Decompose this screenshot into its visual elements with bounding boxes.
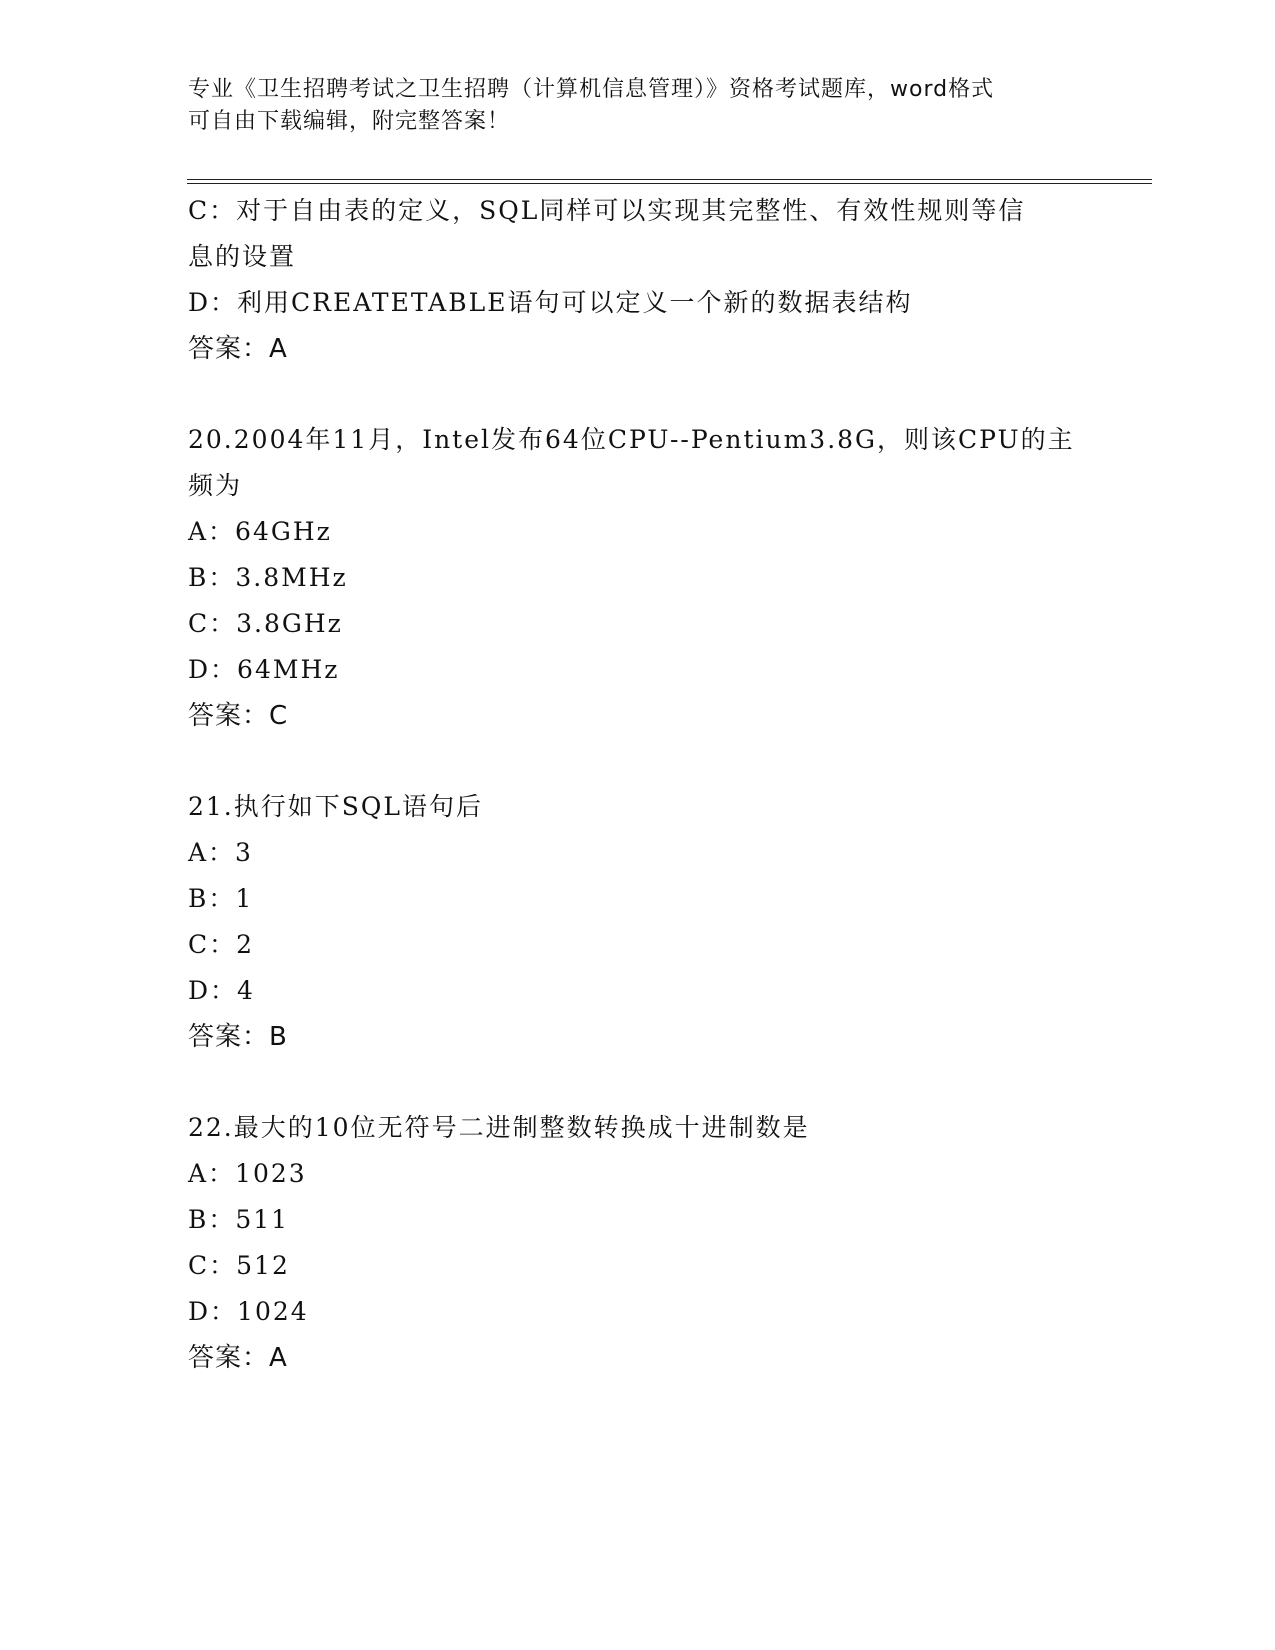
option-b: B：1 [188, 884, 254, 913]
answer: 答案：C [188, 701, 289, 731]
spacer [188, 1060, 1088, 1105]
option-a: A：64GHz [188, 517, 332, 546]
option-a: A：3 [188, 838, 253, 867]
option-b: B：3.8MHz [188, 563, 348, 592]
question-stem: 20.2004年11月，Intel发布64位CPU--Pentium3.8G，则该CPU的主 [188, 425, 1075, 454]
header-divider-bottom [187, 183, 1152, 184]
header-line-2: 可自由下载编辑，附完整答案！ [188, 109, 511, 134]
option-d: D：64MHz [188, 655, 340, 684]
option-d: D：利用CREATETABLE语句可以定义一个新的数据表结构 [188, 288, 913, 317]
option-c: C：2 [188, 930, 255, 959]
question-stem-continued: 频为 [188, 471, 243, 500]
spacer [188, 372, 1088, 417]
option-c: C：3.8GHz [188, 609, 343, 638]
question-21 [188, 784, 1088, 1060]
question-20 [188, 417, 1088, 739]
option-d: D：4 [188, 976, 255, 1005]
header-line-1: 专业《卫生招聘考试之卫生招聘（计算机信息管理）》资格考试题库，word格式 [188, 77, 995, 102]
answer: 答案：B [188, 1022, 288, 1052]
question-stem: 21.执行如下SQL语句后 [188, 792, 483, 821]
document-header [188, 74, 1088, 138]
header-divider-top [187, 179, 1152, 180]
answer: 答案：A [188, 334, 288, 364]
option-c: C：512 [188, 1251, 290, 1280]
question-stem: 22.最大的10位无符号二进制整数转换成十进制数是 [188, 1113, 810, 1142]
option-c: C：对于自由表的定义，SQL同样可以实现其完整性、有效性规则等信 [188, 196, 1026, 225]
option-b: B：511 [188, 1205, 290, 1234]
spacer [188, 739, 1088, 784]
option-d: D：1024 [188, 1297, 309, 1326]
option-c-continued: 息的设置 [188, 242, 297, 271]
answer: 答案：A [188, 1343, 288, 1373]
question-list [188, 188, 1088, 1381]
question-22 [188, 1105, 1088, 1381]
question-19-remainder [188, 188, 1088, 372]
option-a: A：1023 [188, 1159, 307, 1188]
